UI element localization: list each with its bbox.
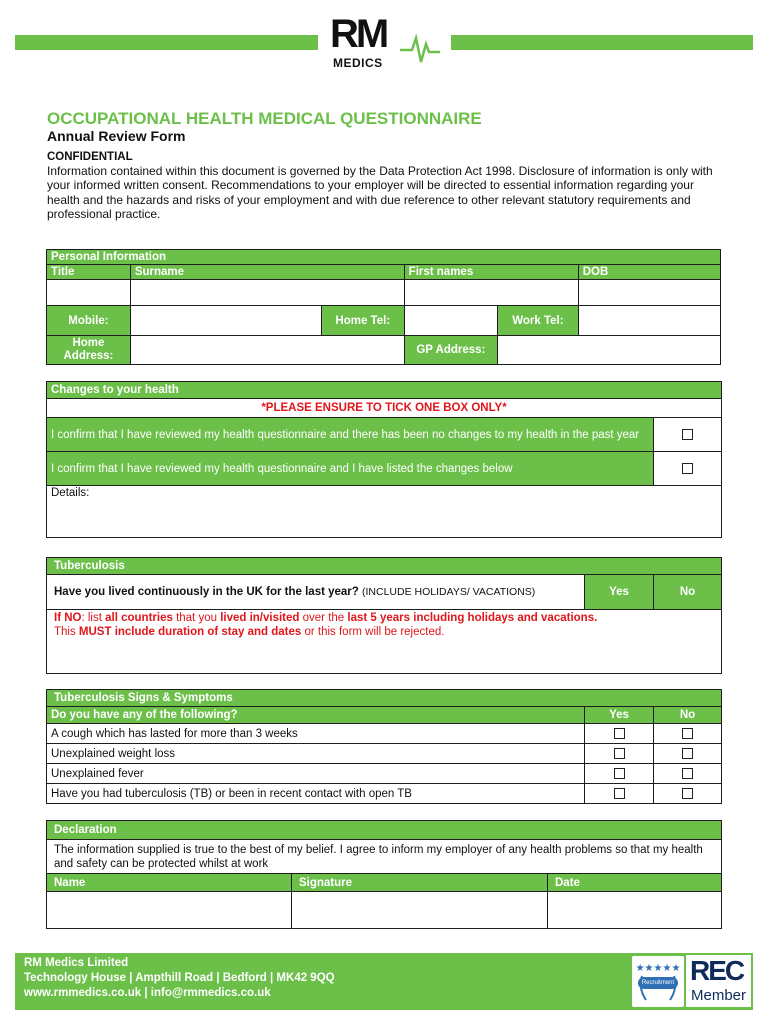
symptom-yes-cell: [585, 764, 654, 784]
tick-one-notice: *PLEASE ENSURE TO TICK ONE BOX ONLY*: [47, 399, 722, 418]
symptoms-yes-header: Yes: [585, 707, 654, 724]
rec-logo-text: REC: [690, 955, 744, 986]
tb-contact-no-checkbox[interactable]: [682, 788, 693, 799]
personal-info-header: Personal Information: [47, 250, 721, 265]
symptom-yes-cell: [585, 724, 654, 744]
date-label: Date: [548, 874, 722, 892]
home-address-label: Home Address:: [47, 336, 131, 365]
instr-text-1: : list: [81, 612, 106, 624]
surname-column-label: Surname: [130, 265, 404, 280]
changes-listed-option: I confirm that I have reviewed my health questionnaire and I have listed the changes below: [47, 452, 654, 486]
instr-last-5-years: last 5 years including holidays and vacations.: [347, 612, 598, 624]
rm-medics-logo: [328, 14, 440, 74]
instr-all-countries: all countries: [105, 612, 173, 624]
instr-text-2: that you: [172, 612, 221, 624]
mobile-field[interactable]: [130, 306, 321, 336]
symptoms-question: Do you have any of the following?: [47, 707, 585, 724]
footer-company: RM Medics Limited: [24, 957, 129, 969]
page-subtitle: Annual Review Form: [47, 128, 186, 144]
dob-field[interactable]: [578, 280, 720, 306]
date-field[interactable]: [548, 892, 722, 929]
instr-text-5: or this form will be rejected.: [301, 626, 445, 638]
standard-badge-text: Recruitment Standard: [638, 977, 678, 989]
symptom-no-cell: [654, 724, 722, 744]
uk-residence-no[interactable]: No: [654, 575, 722, 610]
surname-field[interactable]: [130, 280, 404, 306]
declaration-text: The information supplied is true to the best of my belief. I agree to inform my employer of any health problems so that my health and safety can be protected whilst at work: [47, 840, 722, 874]
instr-text-4: This: [54, 626, 79, 638]
fever-yes-checkbox[interactable]: [614, 768, 625, 779]
countries-instructions-field[interactable]: [47, 610, 722, 674]
confidential-label: CONFIDENTIAL: [47, 151, 133, 163]
home-address-field[interactable]: [130, 336, 404, 365]
rec-member-text: Member: [690, 987, 746, 1004]
symptom-yes-cell: [585, 744, 654, 764]
declaration-table: [46, 820, 722, 929]
symptom-no-cell: [654, 744, 722, 764]
first-names-column-label: First names: [404, 265, 578, 280]
title-field[interactable]: [47, 280, 131, 306]
logo-main-text: RM: [330, 12, 387, 56]
logo-sub-text: MEDICS: [333, 56, 383, 70]
details-label: Details:: [51, 487, 90, 499]
intro-paragraph: Information contained within this document is governed by the Data Protection Act 1998. Disclosure of information is only with your informed written consent. Recommendations to your employer will be directed to essential information regarding your health and the hazards and risks of your employment and with due reference to other relevant statutory requirements and professional practice.: [47, 164, 713, 221]
footer-address: Technology House | Ampthill Road | Bedford | MK42 9QQ: [24, 972, 335, 984]
tb-contact-yes-checkbox[interactable]: [614, 788, 625, 799]
footer-web-email[interactable]: www.rmmedics.co.uk | info@rmmedics.co.uk: [24, 987, 271, 999]
symptom-label: Have you had tuberculosis (TB) or been in recent contact with open TB: [47, 784, 585, 804]
uk-residence-note: (INCLUDE HOLIDAYS/ VACATIONS): [362, 586, 536, 598]
footer: [15, 953, 753, 1010]
dob-column-label: DOB: [578, 265, 720, 280]
changes-table: [46, 381, 722, 538]
weight-loss-no-checkbox[interactable]: [682, 748, 693, 759]
page-title: OCCUPATIONAL HEALTH MEDICAL QUESTIONNAIRE: [47, 109, 482, 128]
instr-lived-visited: lived in/visited: [220, 612, 300, 624]
work-tel-label: Work Tel:: [498, 306, 579, 336]
weight-loss-yes-checkbox[interactable]: [614, 748, 625, 759]
symptom-no-cell: [654, 784, 722, 804]
symptom-yes-cell: [585, 784, 654, 804]
name-label: Name: [47, 874, 292, 892]
gp-address-field[interactable]: [498, 336, 721, 365]
gp-address-label: GP Address:: [404, 336, 497, 365]
name-field[interactable]: [47, 892, 292, 929]
mobile-label: Mobile:: [47, 306, 131, 336]
footer-contact-block: [24, 956, 335, 1001]
uk-residence-yes[interactable]: Yes: [585, 575, 654, 610]
rec-member-logo: [686, 955, 751, 1007]
no-changes-checkbox[interactable]: [682, 429, 693, 440]
home-tel-label: Home Tel:: [321, 306, 404, 336]
fever-no-checkbox[interactable]: [682, 768, 693, 779]
instr-must-include: MUST include duration of stay and dates: [78, 626, 302, 638]
recruitment-standard-badge: [632, 956, 684, 1007]
uk-residence-question-cell: [47, 575, 585, 610]
symptom-label: Unexplained weight loss: [47, 744, 585, 764]
changes-listed-cell: [654, 452, 722, 486]
first-names-field[interactable]: [404, 280, 578, 306]
symptoms-header: Tuberculosis Signs & Symptoms: [47, 690, 722, 707]
symptom-label: A cough which has lasted for more than 3 weeks: [47, 724, 585, 744]
symptom-label: Unexplained fever: [47, 764, 585, 784]
header-bar-right: [451, 35, 753, 50]
cough-yes-checkbox[interactable]: [614, 728, 625, 739]
personal-info-table: [46, 249, 721, 365]
tuberculosis-table: [46, 557, 722, 674]
symptoms-no-header: No: [654, 707, 722, 724]
changes-listed-checkbox[interactable]: [682, 463, 693, 474]
stars-icon: ★★★★★: [635, 963, 681, 974]
declaration-header: Declaration: [47, 821, 722, 840]
symptom-no-cell: [654, 764, 722, 784]
changes-header: Changes to your health: [47, 382, 722, 399]
no-changes-option: I confirm that I have reviewed my health questionnaire and there has been no changes to my health in the past year: [47, 418, 654, 452]
tuberculosis-header: Tuberculosis: [47, 558, 722, 575]
uk-residence-question: Have you lived continuously in the UK for the last year?: [54, 586, 359, 598]
signature-field[interactable]: [292, 892, 548, 929]
cough-no-checkbox[interactable]: [682, 728, 693, 739]
title-column-label: Title: [47, 265, 131, 280]
instr-text-3: over the: [299, 612, 348, 624]
work-tel-field[interactable]: [578, 306, 720, 336]
laurel-icon: [632, 956, 684, 1007]
details-field[interactable]: [47, 486, 722, 538]
home-tel-field[interactable]: [404, 306, 497, 336]
if-no-label: If NO: [54, 612, 82, 624]
symptoms-table: [46, 689, 722, 804]
signature-label: Signature: [292, 874, 548, 892]
no-changes-cell: [654, 418, 722, 452]
header-bar-left: [15, 35, 318, 50]
